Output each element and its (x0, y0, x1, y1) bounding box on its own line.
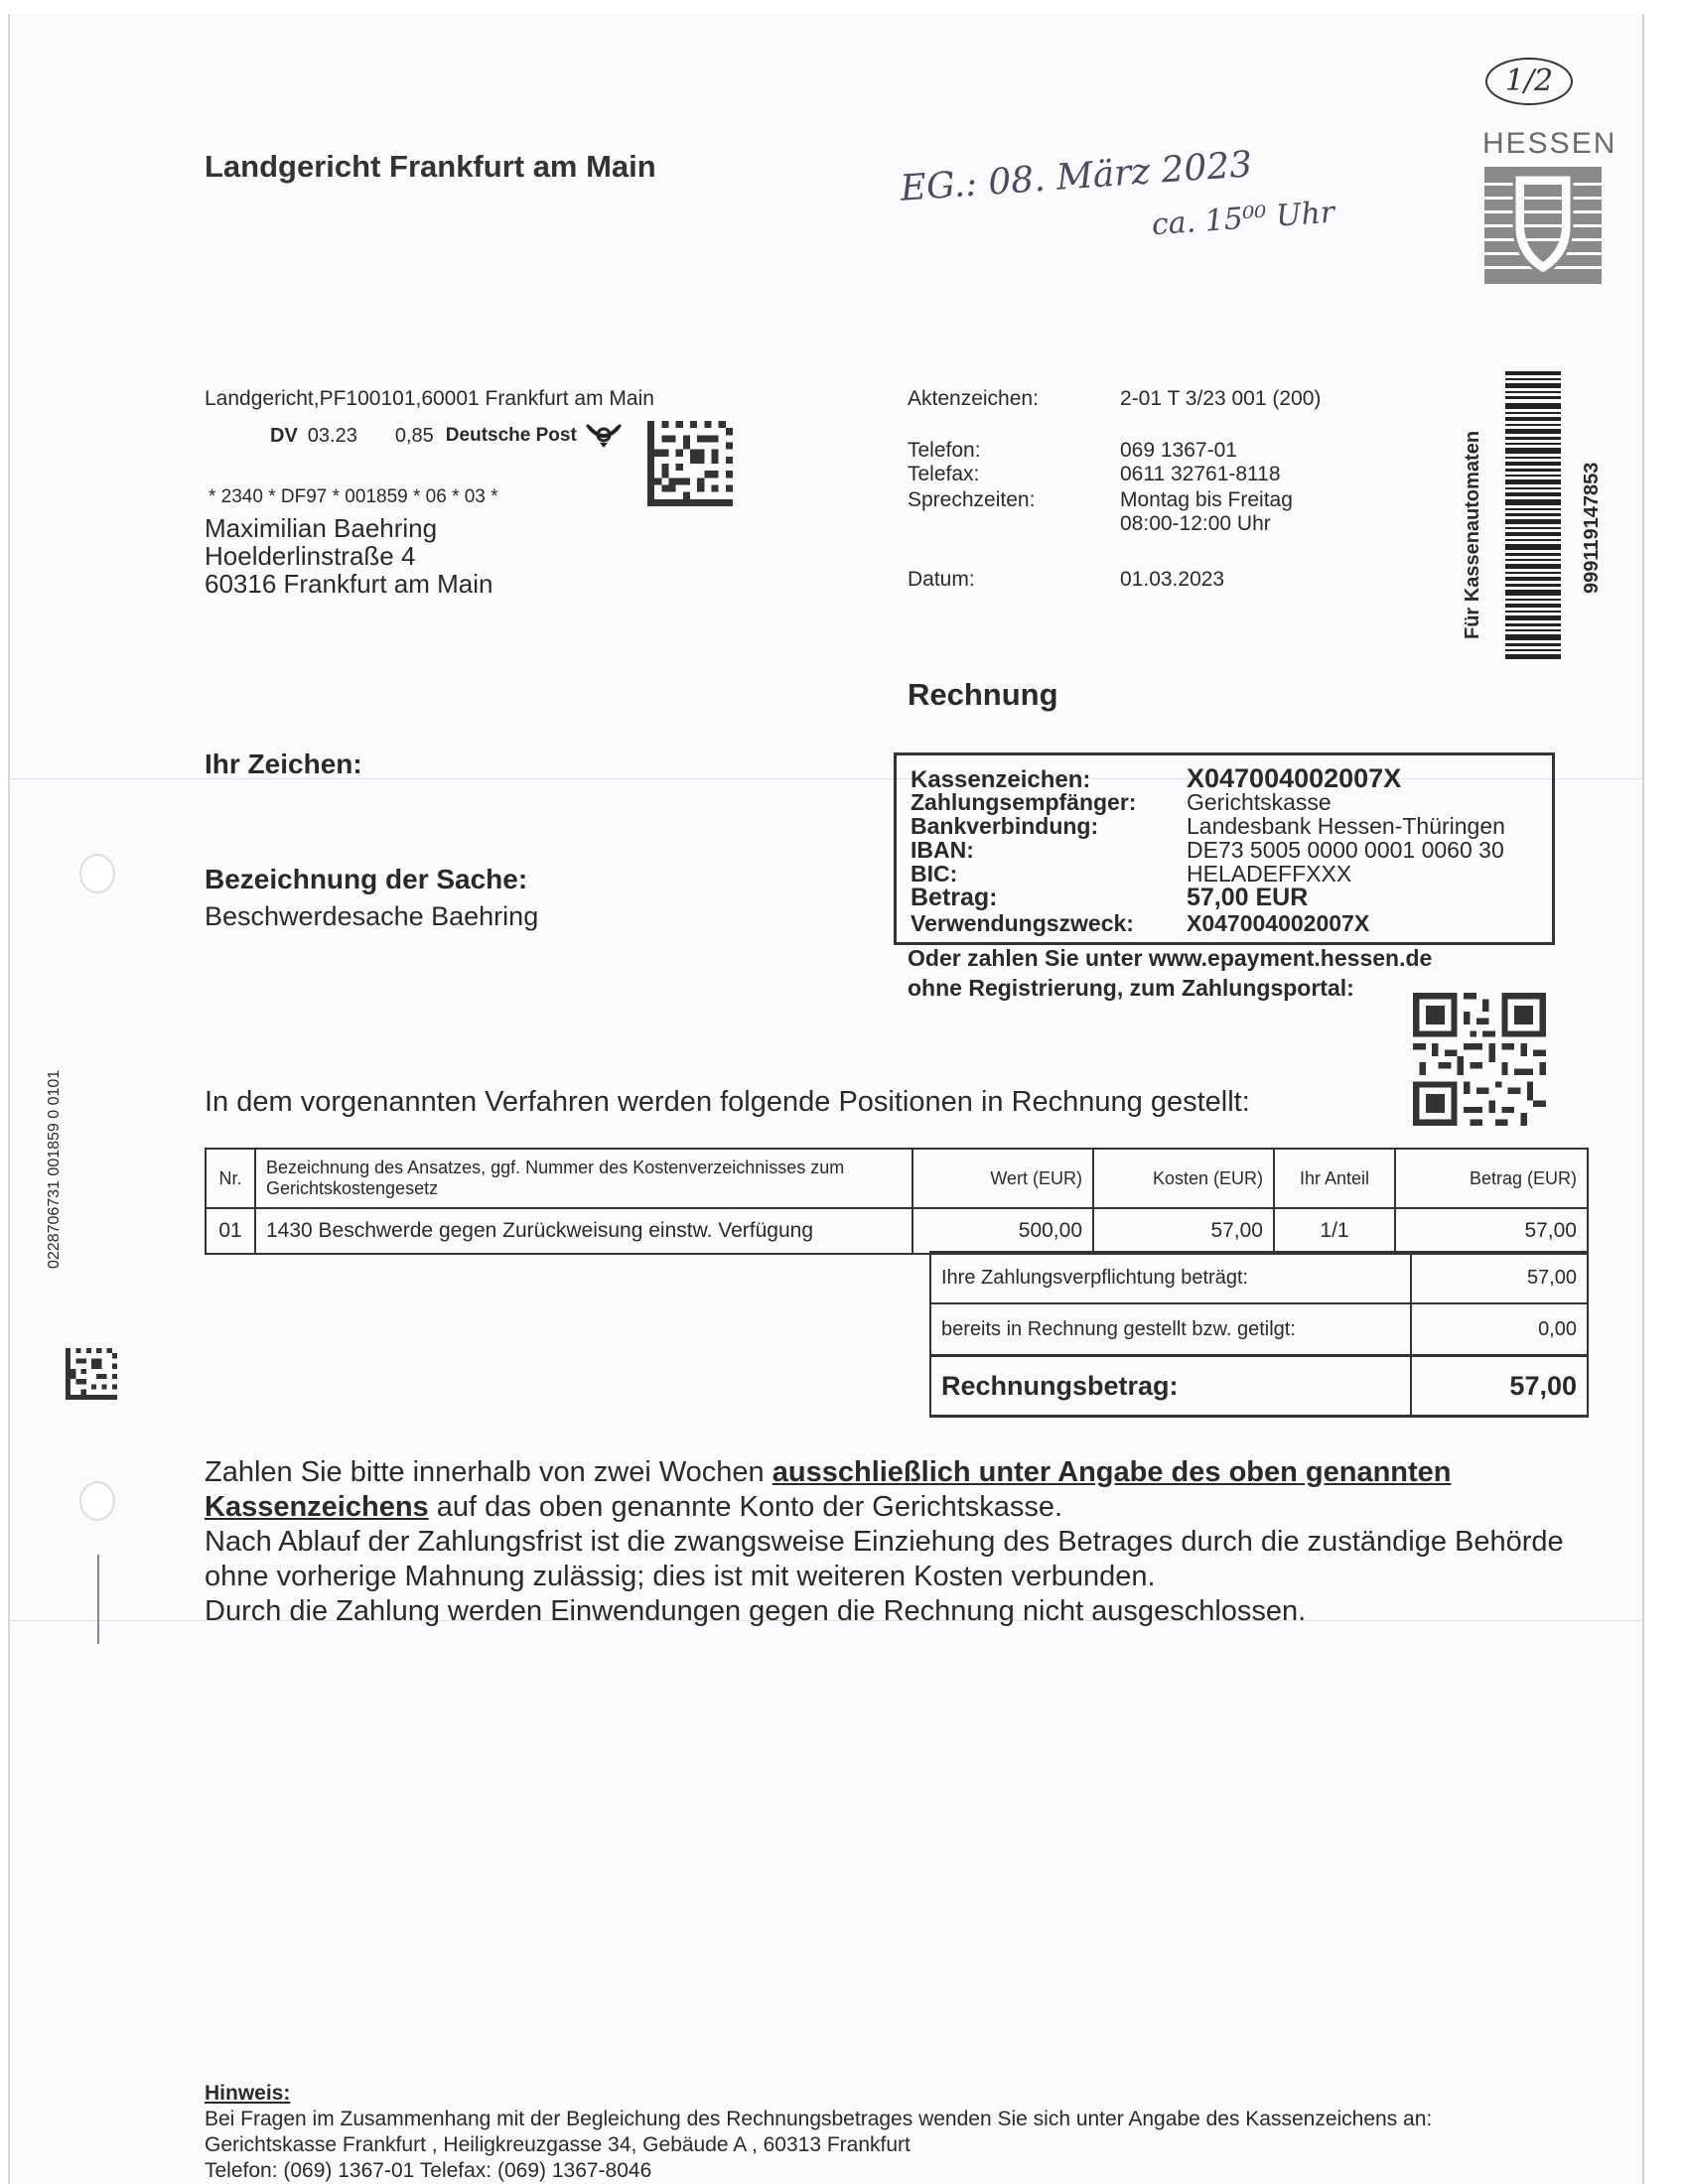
instruction-paragraph (205, 1455, 1595, 1525)
bic-label: BIC: (911, 861, 958, 887)
payment-qr-code[interactable] (1412, 993, 1547, 1126)
hessen-crest-icon (1484, 167, 1602, 284)
document-side-number: 0228706731 001859 0 0101 (46, 1069, 63, 1269)
zweck-label: Verwendungszweck: (911, 910, 1134, 936)
margin-mark (97, 1555, 99, 1644)
total-row (930, 1356, 1588, 1417)
cell-nr: 01 (206, 1208, 255, 1254)
handwritten-line: ca. 15⁰⁰ Uhr (1150, 195, 1336, 243)
recipient-street: Hoelderlinstraße 4 (205, 541, 416, 571)
franking-dv: DV (270, 424, 298, 447)
col-anteil: Ihr Anteil (1274, 1149, 1395, 1208)
instruction-emphasis: ausschließlich unter Angabe des oben genannten Kassenzeichens (205, 1456, 1452, 1523)
court-name: Landgericht Frankfurt am Main (205, 149, 656, 184)
total-value: 57,00 (1411, 1356, 1588, 1417)
ihr-zeichen-label: Ihr Zeichen: (205, 749, 362, 779)
kassenautomaten-label: Für Kassenautomaten (1462, 430, 1483, 639)
hinweis-title: Hinweis: (205, 2082, 291, 2105)
telefax-label: Telefax: (908, 463, 980, 485)
aktenzeichen-value: 2-01 T 3/23 001 (200) (1120, 387, 1322, 410)
hinweis-section (205, 2081, 1432, 2184)
instruction-paragraph: Nach Ablauf der Zahlungsfrist ist die zwangsweise Einziehung des Betrages durch die zuständige Behörde ohne vorherige Mahnung zulässig; dies ist mit weiteren Kosten verbunden. (205, 1526, 1564, 1592)
table-row (206, 1208, 1588, 1254)
betrag-value: 57,00 EUR (1187, 884, 1309, 911)
bank-value: Landesbank Hessen-Thüringen (1187, 813, 1505, 839)
sache-label: Bezeichnung der Sache: (205, 864, 528, 894)
instruction-text: auf das oben genannte Konto der Gerichtskasse. (428, 1491, 1063, 1523)
invoice-page (8, 14, 1644, 2184)
punch-hole (79, 854, 115, 893)
payment-details-box (894, 752, 1555, 945)
bank-label: Bankverbindung: (911, 813, 1099, 839)
epayment-subline: ohne Registrierung, zum Zahlungsportal: (908, 975, 1354, 1001)
sprechzeiten-label: Sprechzeiten: (908, 488, 1036, 511)
epayment-link[interactable]: Oder zahlen Sie unter www.epayment.hessen.de (908, 945, 1433, 971)
vertical-barcode (1505, 371, 1561, 659)
side-datamatrix (66, 1348, 117, 1400)
sprechzeiten-value: Montag bis Freitag (1120, 488, 1293, 511)
sache-value: Beschwerdesache Baehring (205, 901, 539, 931)
instruction-paragraph: Durch die Zahlung werden Einwendungen gegen die Rechnung nicht ausgeschlossen. (205, 1595, 1307, 1627)
cell-kosten: 57,00 (1093, 1208, 1274, 1254)
zweck-row (911, 910, 1370, 936)
bereits-value: 0,00 (1411, 1303, 1588, 1356)
bic-value[interactable]: HELADEFFXXX (1187, 861, 1352, 887)
hinweis-line: Bei Fragen im Zusammenhang mit der Begleichung des Rechnungsbetrages wenden Sie sich unter Angabe des Kassenzeichens an: (205, 2108, 1433, 2130)
iban-label: IBAN: (911, 837, 974, 863)
punch-hole (79, 1481, 115, 1521)
kassenzeichen-value[interactable]: X047004002007X (1187, 763, 1402, 793)
hinweis-line: Gerichtskasse Frankfurt , Heiligkreuzgasse 34, Gebäude A , 60313 Frankfurt (205, 2133, 911, 2156)
kassenzeichen-row (911, 763, 1402, 793)
verpflichtung-value: 57,00 (1411, 1252, 1588, 1303)
epayment-note (908, 943, 1432, 1003)
sprechzeiten-hours: 08:00-12:00 Uhr (1120, 512, 1271, 535)
document-title: Rechnung (908, 677, 1058, 712)
iban-value[interactable]: DE73 5005 0000 0001 0060 30 (1187, 837, 1504, 863)
col-betrag: Betrag (EUR) (1395, 1149, 1588, 1208)
franking-carrier: Deutsche Post (445, 425, 577, 446)
recipient-name: Maximilian Baehring (205, 513, 438, 543)
recipient-city: 60316 Frankfurt am Main (205, 569, 493, 599)
instruction-text: Zahlen Sie bitte innerhalb von zwei Wochen (205, 1456, 772, 1488)
hinweis-line: Telefon: (069) 1367-01 Telefax: (069) 1367-8046 (205, 2159, 652, 2182)
col-bezeichnung: Bezeichnung des Ansatzes, ggf. Nummer des Kostenverzeichnisses zum Gerichtskostengesetz (255, 1149, 912, 1208)
zweck-value[interactable]: X047004002007X (1187, 910, 1370, 936)
col-nr: Nr. (206, 1149, 255, 1208)
franking-date: 03.23 (307, 424, 357, 447)
bereits-label: bereits in Rechnung gestellt bzw. getilgt: (930, 1303, 1411, 1356)
handwritten-line: EG.: 08. März 2023 (899, 144, 1254, 209)
iban-row (911, 837, 1504, 863)
verpflichtung-label: Ihre Zahlungsverpflichtung beträgt: (930, 1252, 1411, 1303)
positions-table (205, 1148, 1589, 1255)
summary-row (930, 1303, 1588, 1356)
positions-intro: In dem vorgenannten Verfahren werden folgende Positionen in Rechnung gestellt: (205, 1086, 1250, 1118)
kassenzeichen-label: Kassenzeichen: (911, 766, 1091, 793)
empfaenger-label: Zahlungsempfänger: (911, 789, 1137, 815)
empfaenger-value: Gerichtskasse (1187, 789, 1332, 815)
routing-code: * 2340 * DF97 * 001859 * 06 * 03 * (209, 486, 498, 507)
cell-wert: 500,00 (912, 1208, 1093, 1254)
col-kosten: Kosten (EUR) (1093, 1149, 1274, 1208)
total-label: Rechnungsbetrag: (930, 1356, 1411, 1417)
franking-datamatrix (647, 421, 733, 506)
page-mark: 1/2 (1485, 58, 1573, 105)
bank-row (911, 813, 1505, 839)
telefon-value: 069 1367-01 (1120, 439, 1237, 462)
cell-betrag: 57,00 (1395, 1208, 1588, 1254)
cell-anteil: 1/1 (1274, 1208, 1395, 1254)
col-wert: Wert (EUR) (912, 1149, 1093, 1208)
table-header-row (206, 1149, 1588, 1208)
barcode-number: 999119147853 (1581, 462, 1603, 594)
betrag-label: Betrag: (911, 884, 998, 911)
cell-bezeichnung: 1430 Beschwerde gegen Zurückweisung einstw. Verfügung (255, 1208, 912, 1254)
handwritten-receipt-note (899, 133, 1336, 270)
state-label: HESSEN (1482, 127, 1617, 160)
franking-value: 0,85 (394, 424, 434, 447)
franking-mark (270, 423, 623, 449)
post-horn-icon (585, 423, 623, 449)
bic-row (911, 861, 1352, 887)
empfaenger-row (911, 789, 1332, 815)
summary-row (930, 1252, 1588, 1303)
telefon-label: Telefon: (908, 439, 981, 462)
recipient-address (205, 514, 492, 598)
payment-instructions (205, 1455, 1595, 1629)
aktenzeichen-label: Aktenzeichen: (908, 387, 1039, 410)
summary-table (929, 1251, 1589, 1418)
betrag-row (911, 884, 1309, 911)
telefax-value: 0611 32761-8118 (1120, 463, 1281, 485)
sender-line: Landgericht,PF100101,60001 Frankfurt am Main (205, 387, 654, 410)
datum-value: 01.03.2023 (1120, 568, 1225, 591)
datum-label: Datum: (908, 568, 975, 591)
